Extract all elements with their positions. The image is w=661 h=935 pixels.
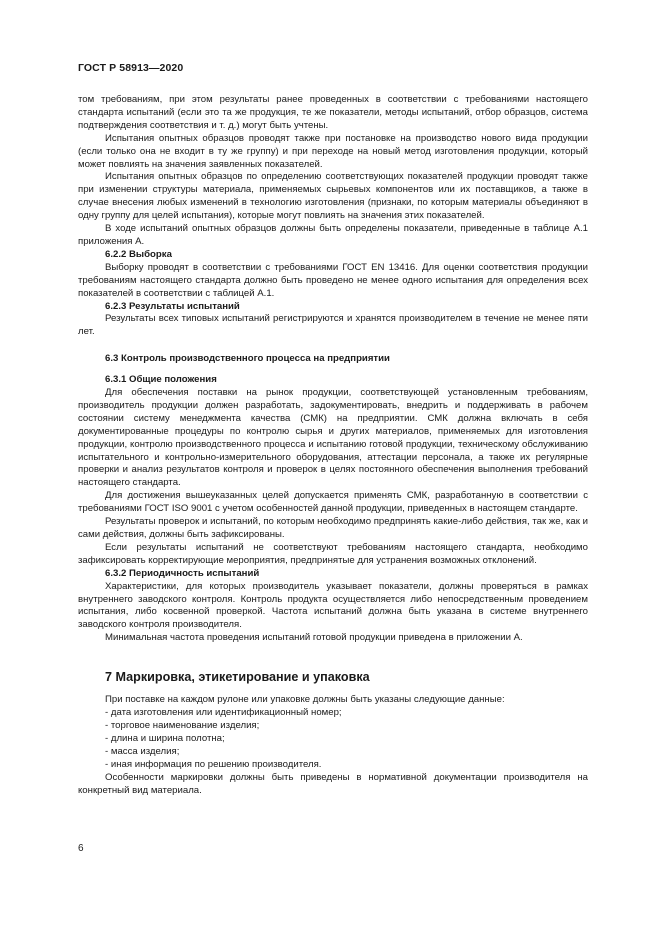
- list-item: - масса изделия;: [105, 745, 180, 757]
- page-number: 6: [78, 843, 84, 854]
- paragraph: Результаты всех типовых испытаний регистрируются и хранятся производителем в течение не менее пяти лет.: [78, 313, 588, 338]
- paragraph: том требованиям, при этом результаты ранее проведенных в соответствии с требованиями настоящего стандарта испытаний (если это та же продукция, те же показатели, методы испытаний, отбор образцов, система подтверждения соответствия и т. д.) могут быть учтены.: [78, 94, 588, 131]
- document-body: [78, 94, 588, 797]
- paragraph: В ходе испытаний опытных образцов должны быть определены показатели, приведенные в таблице А.1 приложения А.: [78, 223, 588, 247]
- paragraph: Характеристики, для которых производитель указывает показатели, должны проверяться в рамках внутреннего заводского контроля. Контроль продукта осуществляется либо непосредственным проведением испытания, либо косвенной проверкой. Частота испытаний должна быть указана в системе внутреннего заводского контроля производителя.: [78, 580, 588, 631]
- paragraph: Если результаты испытаний не соответствуют требованиям настоящего стандарта, необходимо зафиксировать корректирующие мероприятия, предпринятые для устранения возможных отклонений.: [78, 541, 588, 566]
- subsection-heading-6-2-2: 6.2.2 Выборка: [105, 248, 172, 260]
- subsection-heading-6-3-2: 6.3.2 Периодичность испытаний: [105, 567, 260, 579]
- paragraph: Испытания опытных образцов по определению соответствующих показателей продукции проводят также при изменении структуры материала, применяемых сырьевых компонентов или их поставщиков, а также в случае внесения любых изменений в технологию изготовления (признаки, по которым материалы объединяют в одну группу для целей испытания), которые могут повлиять на значения этих показателей.: [78, 171, 588, 222]
- section-heading-6-3: 6.3 Контроль производственного процесса на предприятии: [105, 353, 390, 365]
- paragraph: Особенности маркировки должны быть приведены в нормативной документации производителя на конкретный вид материала.: [78, 771, 588, 796]
- paragraph: При поставке на каждом рулоне или упаковке должны быть указаны следующие данные:: [105, 694, 505, 706]
- paragraph: Для достижения вышеуказанных целей допускается применять СМК, разработанную в соответствии с требованиями ГОСТ ISO 9001 с учетом особенностей данной продукции, приведенных в настоящем стандарте.: [78, 490, 588, 515]
- section-heading-7: 7 Маркировка, этикетирование и упаковка: [105, 670, 370, 685]
- list-item: - торговое наименование изделия;: [105, 719, 260, 731]
- paragraph: Испытания опытных образцов проводят также при постановке на производство нового вида продукции (если только она не входит в ту же группу) и при переходе на новый метод изготовления продукции, который может повлиять на значения заявленных показателей.: [78, 132, 588, 170]
- subsection-heading-6-2-3: 6.2.3 Результаты испытаний: [105, 300, 240, 312]
- list-item: - иная информация по решению производителя.: [105, 758, 322, 770]
- subsection-heading-6-3-1: 6.3.1 Общие положения: [105, 374, 217, 386]
- document-header: ГОСТ Р 58913—2020: [78, 62, 184, 74]
- paragraph: Результаты проверок и испытаний, по которым необходимо предпринять какие-либо действия, так же, как и сами действия, должны быть зафиксированы.: [78, 516, 588, 540]
- list-item: - длина и ширина полотна;: [105, 732, 225, 744]
- list-item: - дата изготовления или идентификационный номер;: [105, 707, 342, 719]
- paragraph: Минимальная частота проведения испытаний готовой продукции приведена в приложении А.: [105, 632, 523, 644]
- paragraph: Для обеспечения поставки на рынок продукции, соответствующей установленным требованиям, производитель продукции должен разработать, задокументировать, внедрить и поддерживать в рабочем состоянии систему менеджмента качества (СМК) на предприятии. СМК должна включать в себя документированные процедуры по контролю сырья и других материалов, применяемых для изготовления продукции, контролю производственного процесса и испытанию готовой продукции, техническому обслуживанию испытательного и контрольно-измерительного оборудования, аттестации персонала, а также их регулярные проверки и анализ результатов контроля и проверок в целях постоянного обеспечения выполнения требований настоящего стандарта.: [78, 387, 588, 489]
- paragraph: Выборку проводят в соответствии с требованиями ГОСТ EN 13416. Для оценки соответствия продукции требованиям настоящего стандарта должно быть проведено не менее одного испытания для определения всех показателей в соответствии с таблицей А.1.: [78, 261, 588, 299]
